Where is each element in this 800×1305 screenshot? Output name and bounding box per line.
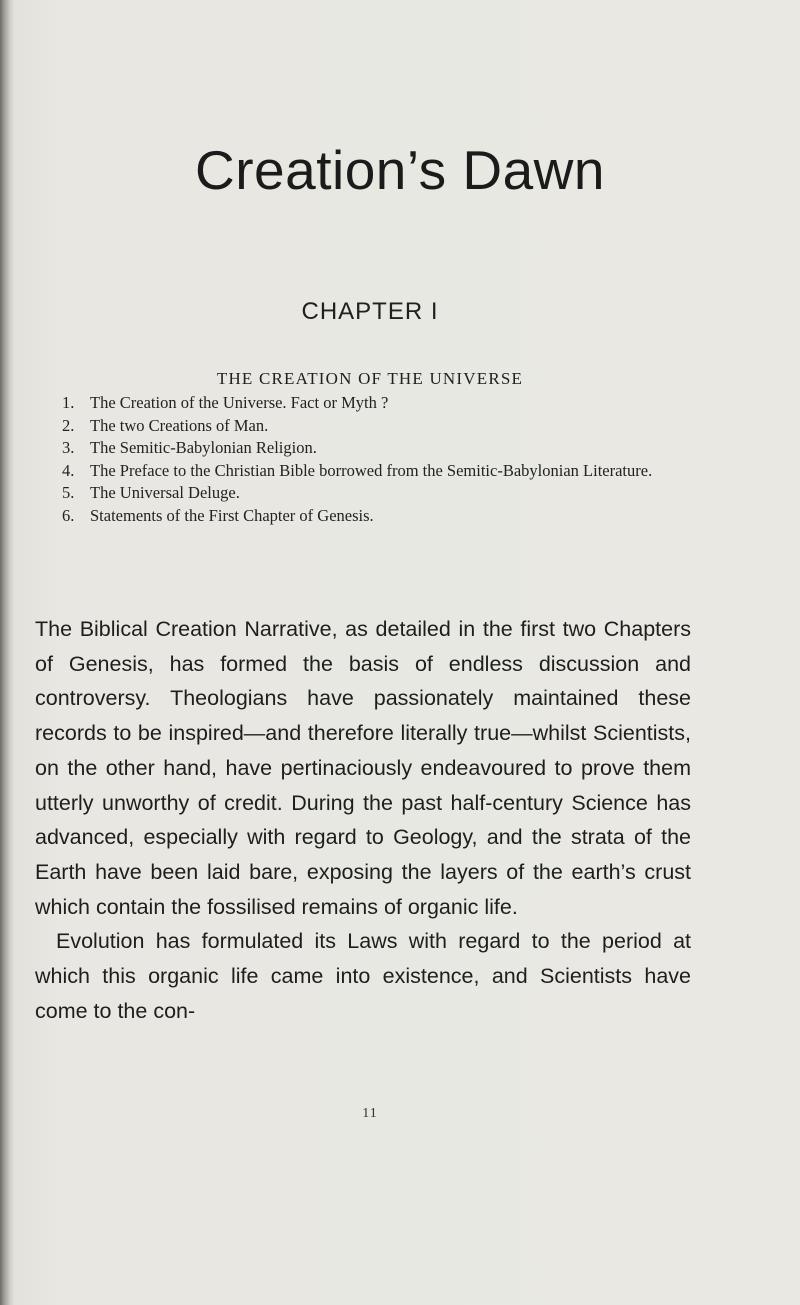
contents-item-text: The Preface to the Christian Bible borrowed from the Semitic-Babylonian Literature.	[90, 460, 653, 480]
contents-item-number: 5.	[62, 483, 75, 502]
contents-item-text: Statements of the First Chapter of Genesis.	[90, 505, 374, 525]
chapter-title: THE CREATION OF THE UNIVERSE	[216, 369, 524, 388]
chapter-number: CHAPTER I	[301, 298, 439, 325]
contents-item	[62, 437, 690, 460]
page-number: 11	[362, 1106, 378, 1121]
contents-item	[62, 505, 690, 528]
chapter-body-text	[35, 612, 691, 1028]
contents-item-text: The two Creations of Man.	[90, 415, 269, 435]
contents-item	[62, 460, 690, 483]
contents-item-number: 1.	[62, 393, 75, 412]
body-paragraph: Evolution has formulated its Laws with regard to the period at which this organic life came into existence, and Scientists have come to the con-	[35, 929, 691, 1023]
contents-item	[62, 482, 690, 505]
body-paragraph: The Biblical Creation Narrative, as detailed in the first two Chapters of Genesis, has formed the basis of endless discussion and controversy. Theologians have passionately maintained these records to be inspired—and therefore literally true—whilst Scientists, on the other hand, have pertinaciously endeavoured to prove them utterly unworthy of credit. During the past half-century Science has advanced, especially with regard to Geology, and the strata of the Earth have been laid bare, exposing the layers of the earth’s crust which contain the fossilised remains of organic life.	[35, 617, 691, 919]
contents-item	[62, 392, 690, 415]
contents-item-number: 4.	[62, 460, 75, 480]
contents-item-number: 2.	[62, 415, 75, 435]
contents-item-number: 6.	[62, 505, 75, 525]
contents-item-number: 3.	[62, 438, 75, 457]
book-title: Creation’s Dawn	[194, 139, 605, 201]
contents-item	[62, 415, 690, 438]
contents-item-text: The Creation of the Universe. Fact or Myth ?	[90, 393, 389, 412]
contents-item-text: The Universal Deluge.	[90, 483, 240, 502]
chapter-contents-list	[62, 392, 690, 527]
contents-item-text: The Semitic-Babylonian Religion.	[90, 438, 317, 457]
